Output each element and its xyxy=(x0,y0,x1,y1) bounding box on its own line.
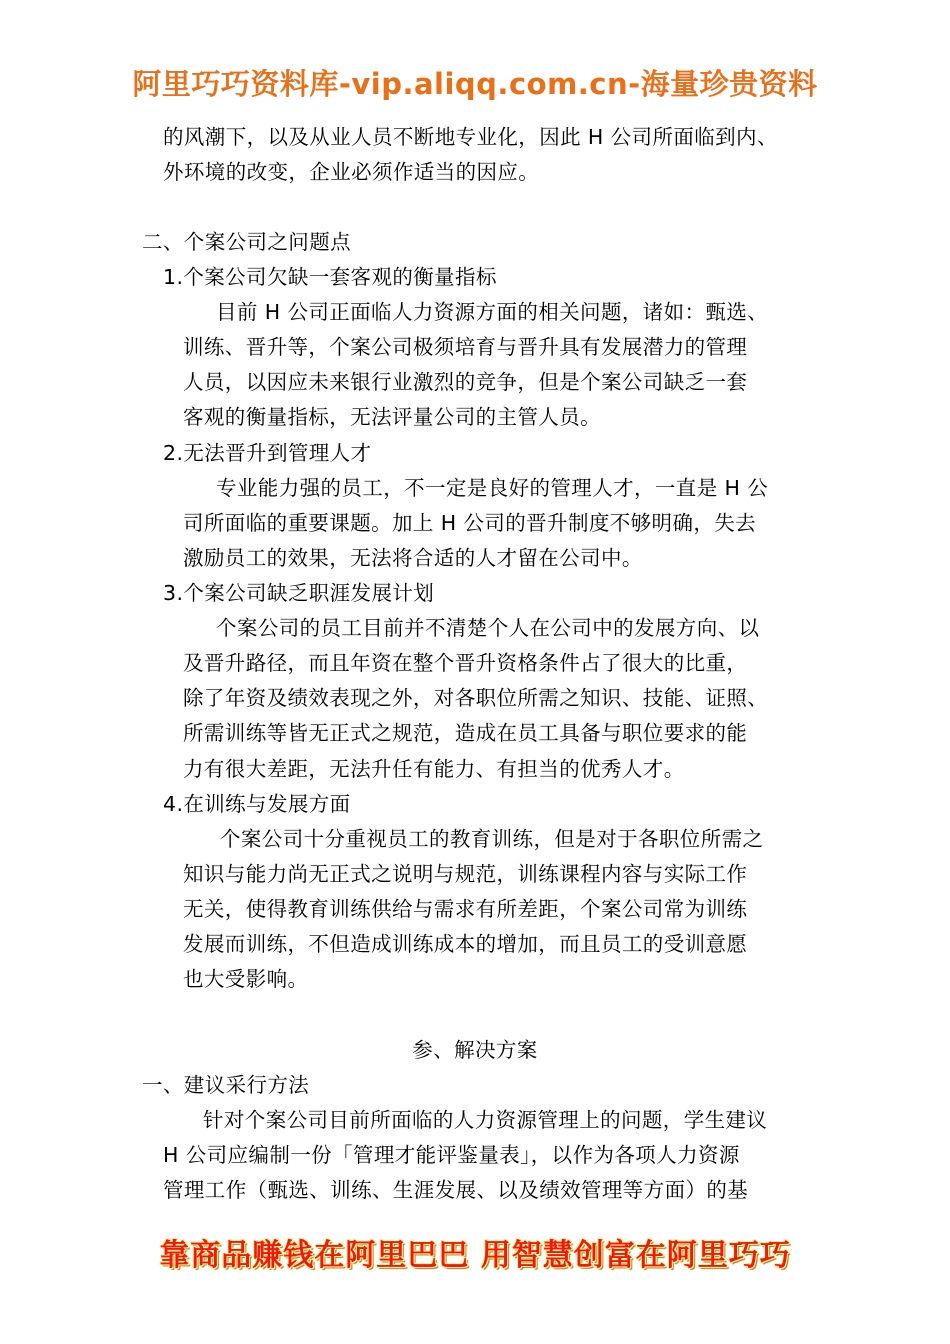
paragraph-line: 力有很大差距，无法升任有能力、有担当的优秀人才。 xyxy=(183,757,685,781)
part-heading: 参、解决方案 xyxy=(412,1038,538,1062)
footer-banner: 靠商品赚钱在阿里巴巴 用智慧创富在阿里巧巧 xyxy=(159,1238,791,1273)
paragraph-line: 除了年资及绩效表现之外，对各职位所需之知识、技能、证照、 xyxy=(183,686,769,710)
paragraph-line: 人员，以因应未来银行业激烈的竞争，但是个案公司缺乏一套 xyxy=(183,370,748,394)
paragraph-line: 针对个案公司目前所面临的人力资源管理上的问题，学生建议 xyxy=(203,1108,768,1132)
paragraph-line: 专业能力强的员工，不一定是良好的管理人才，一直是 H 公 xyxy=(216,476,769,500)
paragraph-line: 目前 H 公司正面临人力资源方面的相关问题，诸如：甄选、 xyxy=(216,300,769,324)
paragraph-line: 管理工作（甄选、训练、生涯发展、以及绩效管理等方面）的基 xyxy=(163,1178,749,1202)
paragraph-line: 司所面临的重要课题。加上 H 公司的晋升制度不够明确，失去 xyxy=(183,511,757,535)
section-heading: 一、建议采行方法 xyxy=(142,1073,310,1097)
header-banner: 阿里巧巧资料库-vip.aliqq.com.cn-海量珍贵资料 xyxy=(132,67,818,101)
paragraph-line: 激励员工的效果，无法将合适的人才留在公司中。 xyxy=(183,546,643,570)
problem-title: 3.个案公司缺乏职涯发展计划 xyxy=(163,581,435,605)
paragraph-line: 发展而训练，不但造成训练成本的增加，而且员工的受训意愿 xyxy=(183,932,748,956)
problem-title: 4.在训练与发展方面 xyxy=(163,792,351,816)
intro-line: 的风潮下，以及从业人员不断地专业化，因此 H 公司所面临到内、 xyxy=(163,125,778,149)
intro-line: 外环境的改变，企业必须作适当的因应。 xyxy=(163,160,540,184)
paragraph-line: 所需训练等皆无正式之规范，造成在员工具备与职位要求的能 xyxy=(183,721,748,745)
problem-title: 1.个案公司欠缺一套客观的衡量指标 xyxy=(163,265,497,289)
paragraph-line: 也大受影响。 xyxy=(183,967,309,991)
paragraph-line: 及晋升路径，而且年资在整个晋升资格条件占了很大的比重， xyxy=(183,651,748,675)
problem-title: 2.无法晋升到管理人才 xyxy=(163,441,372,465)
paragraph-line: 个案公司的员工目前并不清楚个人在公司中的发展方向、以 xyxy=(216,616,760,640)
paragraph-line: 客观的衡量指标，无法评量公司的主管人员。 xyxy=(183,405,601,429)
paragraph-line: 知识与能力尚无正式之说明与规范，训练课程内容与实际工作 xyxy=(183,862,748,886)
paragraph-line: H 公司应编制一份「管理才能评鉴量表」，以作为各项人力资源 xyxy=(163,1143,740,1167)
paragraph-line: 无关，使得教育训练供给与需求有所差距，个案公司常为训练 xyxy=(183,897,748,921)
section-heading: 二、个案公司之问题点 xyxy=(142,230,351,254)
paragraph-line: 个案公司十分重视员工的教育训练，但是对于各职位所需之 xyxy=(220,827,764,851)
paragraph-line: 训练、晋升等，个案公司极须培育与晋升具有发展潜力的管理 xyxy=(183,335,748,359)
